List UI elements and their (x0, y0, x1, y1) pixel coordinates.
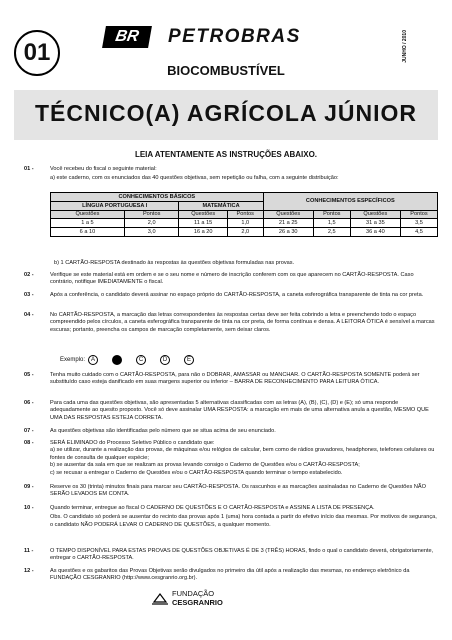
table-cell: 2,5 (313, 228, 350, 237)
item-number: 09 - (24, 484, 34, 490)
item-text: O TEMPO DISPONÍVEL PARA ESTAS PROVAS DE QUESTÕES OBJETIVAS É DE 3 (TRÊS) HORAS, findo o qual o candidato deverá, obrigatoriamente, entregar o CARTÃO-RESPOSTA. (50, 548, 434, 562)
instructions-heading: LEIA ATENTAMENTE AS INSTRUÇÕES ABAIXO. (134, 150, 318, 159)
brand-name: PETROBRAS (168, 26, 301, 47)
table-cell: 26 a 30 (263, 228, 313, 237)
item-subtext: a) se utilizar, durante a realização das provas, de máquinas e/ou relógios de calcular, bem como de rádios gravadores, headphones, telefones celulares ou fontes de consulta de qualquer espécie; (50, 447, 435, 461)
instruction-02 (24, 272, 438, 287)
item-subtext: a) este caderno, com os enunciados das 40 questões objetivas, sem repetição ou falha, com a seguinte distribuição: (50, 175, 339, 182)
instruction-03 (24, 292, 438, 299)
table-cell: 3,5 (400, 219, 437, 228)
item-text: As questões e os gabaritos das Provas Objetivas serão divulgados no primeiro dia útil após a realização das mesmas, no endereço eletrônico da FUNDAÇÃO CESGRANRIO (http://www.cesgranrio.org.br). (50, 568, 410, 582)
bubble-d: D (160, 355, 170, 365)
item-number: 02 - (24, 272, 34, 278)
table-group-specific: CONHECIMENTOS ESPECÍFICOS (263, 193, 437, 211)
table-cell: 3,0 (124, 228, 179, 237)
item-number: 06 - (24, 400, 34, 406)
br-logo: BR (102, 26, 152, 48)
instruction-10 (24, 505, 438, 529)
table-header-row (51, 210, 438, 219)
table-header: Questões (179, 210, 227, 219)
item-subtext: b) se ausentar da sala em que se realizam as provas levando consigo o Caderno de Questões e/ou o CARTÃO-RESPOSTA; (50, 462, 360, 469)
table-cell: 1,5 (313, 219, 350, 228)
item-text: As questões objetivas são identificadas pelo número que se situa acima de seu enunciado. (50, 428, 276, 434)
instruction-12 (24, 568, 438, 583)
table-header: Pontos (124, 210, 179, 219)
table-cell: 1 a 5 (51, 219, 125, 228)
item-number: 07 - (24, 428, 34, 434)
instruction-09 (24, 484, 438, 499)
item-number: 04 - (24, 312, 34, 318)
item-number: 10 - (24, 505, 34, 511)
item-text: b) 1 CARTÃO-RESPOSTA destinado às respostas às questões objetivas formuladas nas provas. (54, 260, 295, 266)
footer-logo-text (172, 590, 223, 607)
table-sub-portuguese: LÍNGUA PORTUGUESA I (51, 201, 179, 210)
table-cell: 11 a 15 (179, 219, 227, 228)
item-number: 12 - (24, 568, 34, 574)
table-cell: 4,5 (400, 228, 437, 237)
footer-line2: CESGRANRIO (172, 597, 223, 607)
sub-brand: BIOCOMBUSTÍVEL (167, 63, 285, 78)
instruction-06 (24, 400, 438, 422)
item-text: Verifique se este material está em ordem e se o seu nome e número de inscrição conferem com os que aparecem no CARTÃO-RESPOSTA. Caso contrário, notifique IMEDIATAMENTE o fiscal. (50, 272, 414, 286)
bubble-a: A (88, 355, 98, 365)
item-number: 01 - (24, 166, 34, 172)
table-header: Questões (263, 210, 313, 219)
example-label: Exemplo: (60, 357, 86, 363)
item-text: Para cada uma das questões objetivas, são apresentadas 5 alternativas classificadas com as letras (A), (B), (C), (D) e (E); só uma responde adequadamente ao quesito proposto. Você só deve assinalar UMA RESPOSTA: a marcação em mais de uma alternativa anula a questão, MESMO QUE UMA DAS RESPOSTAS ESTEJA CORRETA. (50, 400, 429, 421)
item-text: SERÁ ELIMINADO do Processo Seletivo Público o candidato que: (50, 440, 215, 446)
item-text: No CARTÃO-RESPOSTA, a marcação das letras correspondentes às respostas certas deve ser feita cobrindo a letra e preenchendo todo o espaço compreendido pelos círculos, a caneta esferográfica transparente de tinta na cor preta, de forma contínua e densa. A LEITORA ÓTICA é sensível a marcas escuras; portanto, preencha os campos de marcação completamente, sem deixar claros. (50, 312, 435, 333)
instruction-08 (24, 440, 438, 477)
table-group-basic: CONHECIMENTOS BÁSICOS (51, 193, 264, 202)
bubble-c: C (136, 355, 146, 365)
table-row (51, 219, 438, 228)
table-cell: 36 a 40 (350, 228, 400, 237)
table-sub-math: MATEMÁTICA (179, 201, 263, 210)
footer-line1: FUNDAÇÃO (172, 589, 215, 598)
table-row (51, 228, 438, 237)
table-cell: 2,0 (227, 228, 263, 237)
item-text: Tenha muito cuidado com o CARTÃO-RESPOSTA, para não o DOBRAR, AMASSAR ou MANCHAR. O CARTÃO-RESPOSTA SOMENTE poderá ser substituído caso esteja danificado em suas margens superior ou inferior – BARRA DE RECONHECIMENTO PARA LEITURA ÓTICA. (50, 372, 420, 386)
date-side-label: JUNHO / 2010 (402, 30, 408, 63)
table-header: Pontos (400, 210, 437, 219)
table-header: Questões (350, 210, 400, 219)
table-cell: 1,0 (227, 219, 263, 228)
table-cell: 31 a 35 (350, 219, 400, 228)
item-number: 08 - (24, 440, 34, 446)
bubble-e: E (184, 355, 194, 365)
table-cell: 2,0 (124, 219, 179, 228)
item-text: Reserve os 30 (trinta) minutos finais para marcar seu CARTÃO-RESPOSTA. Os rascunhos e as marcações assinaladas no Caderno de Questões NÃO SERÃO LEVADOS EM CONTA. (50, 484, 426, 498)
instruction-04 (24, 312, 438, 334)
item-text: Você recebeu do fiscal o seguinte material: (50, 166, 157, 172)
item-number: 05 - (24, 372, 34, 378)
bubble-b-filled (112, 355, 122, 365)
item-subtext: c) se recusar a entregar o Caderno de Questões e/ou o CARTÃO-RESPOSTA quando terminar o tempo estabelecido. (50, 469, 343, 476)
item-number: 03 - (24, 292, 34, 298)
table-header: Pontos (313, 210, 350, 219)
question-distribution-table (50, 192, 438, 237)
booklet-number: 01 (14, 30, 60, 76)
instruction-01b (24, 260, 438, 267)
exam-title: TÉCNICO(A) AGRÍCOLA JÚNIOR (34, 100, 418, 126)
item-text: Após a conferência, o candidato deverá assinar no espaço próprio do CARTÃO-RESPOSTA, a caneta esferográfica transparente de tinta na cor preta. (50, 292, 424, 298)
table-header: Pontos (227, 210, 263, 219)
item-number: 11 - (24, 548, 34, 554)
item-obs: Obs. O candidato só poderá se ausentar do recinto das provas após 1 (uma) hora contada a partir do efetivo início das mesmas. Por motivos de segurança, o candidato NÃO PODERÁ LEVAR O CADERNO DE QUESTÕES, a qualquer momento. (50, 514, 437, 528)
table-cell: 21 a 25 (263, 219, 313, 228)
cesgranrio-logo-icon (152, 592, 168, 606)
table-cell: 6 a 10 (51, 228, 125, 237)
instruction-07 (24, 428, 438, 435)
instruction-01 (24, 166, 438, 183)
item-text: Quando terminar, entregue ao fiscal O CADERNO DE QUESTÕES E O CARTÃO-RESPOSTA e ASSINE A LISTA DE PRESENÇA. (50, 505, 375, 511)
instruction-11 (24, 548, 438, 563)
instruction-05 (24, 372, 438, 387)
table-header: Questões (51, 210, 125, 219)
table-cell: 16 a 20 (179, 228, 227, 237)
